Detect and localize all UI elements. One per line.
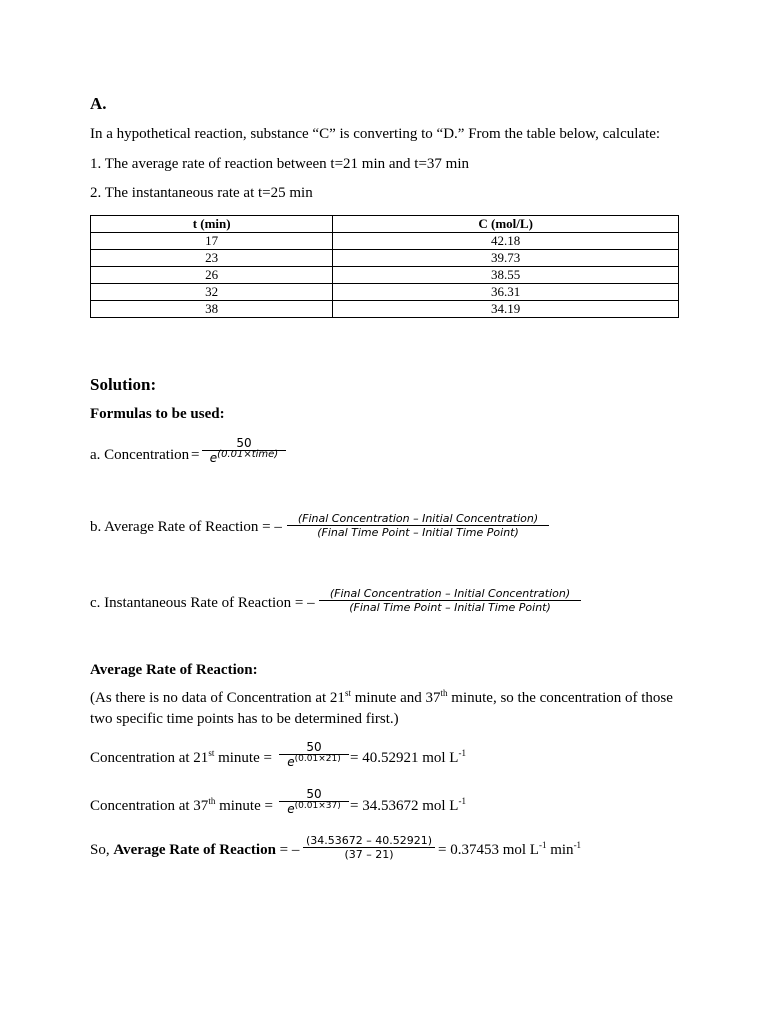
formula-a-label: a. Concentration [90, 447, 190, 463]
final-rate-result: = 0.37453 mol $L^{-1}$ $\min^{-1}$ [438, 840, 582, 858]
cell-concentration: 38.55 [333, 267, 679, 284]
formula-a-numerator: 50 [236, 436, 252, 450]
cell-time: 26 [91, 267, 333, 284]
cell-time: 38 [91, 301, 333, 318]
formula-a-equals: = [191, 447, 200, 463]
formulas-heading: Formulas to be used: [90, 406, 225, 422]
formula-b-denominator: (Final Time Point – Initial Time Point) [317, 526, 519, 539]
cell-concentration: 36.31 [333, 284, 679, 301]
formula-a-denominator: $e^{(0.01\times time)}$ [209, 449, 279, 465]
data-table [90, 215, 679, 318]
formula-b-numerator: (Final Concentration – Initial Concentration) [297, 512, 539, 525]
table-row [91, 284, 679, 301]
calc-37-label: Concentration at 37th minute = [90, 796, 273, 814]
table-row [91, 250, 679, 267]
table-row [91, 267, 679, 284]
formula-c-numerator: (Final Concentration – Initial Concentration) [329, 587, 571, 600]
calc-37-result: = 34.53672 mol $L^{-1}$ [350, 796, 466, 814]
table-row [91, 301, 679, 318]
cell-time: 23 [91, 250, 333, 267]
note-line-2: two specific time points has to be determined first.) [90, 711, 399, 727]
cell-concentration: 39.73 [333, 250, 679, 267]
formula-c-fraction [319, 587, 581, 614]
task-1: 1. The average rate of reaction between t=21 min and t=37 min [90, 156, 470, 172]
table-header-row [91, 216, 679, 233]
col-header-time: t (min) [91, 216, 333, 233]
calc-21-label: Concentration at 21st minute = [90, 748, 272, 766]
formula-a-fraction [202, 436, 286, 466]
intro-text: In a hypothetical reaction, substance “C” is converting to “D.” From the table below, calculate: [90, 126, 661, 142]
final-rate-label: So, Average Rate of Reaction = – [90, 842, 300, 858]
task-2: 2. The instantaneous rate at t=25 min [90, 185, 313, 201]
formula-c-denominator: (Final Time Point – Initial Time Point) [349, 601, 551, 614]
col-header-concentration: C (mol/L) [333, 216, 679, 233]
calc-21-fraction: 50 $e^{(0.01\times 21)}$ [279, 740, 349, 770]
calc-37-fraction: 50 $e^{(0.01\times 37)}$ [279, 787, 349, 817]
cell-time: 17 [91, 233, 333, 250]
calc-21-result: = 40.52921 mol $L^{-1}$ [350, 748, 466, 766]
cell-time: 32 [91, 284, 333, 301]
formula-b-fraction [287, 512, 549, 539]
note-line-1: (As there is no data of Concentration at 21st minute and 37th minute, so the concentration of those [90, 688, 673, 706]
solution-heading: Solution: [90, 375, 157, 394]
cell-concentration: 42.18 [333, 233, 679, 250]
formula-c-label: c. Instantaneous Rate of Reaction = – [90, 595, 315, 611]
final-rate-fraction: (34.53672 – 40.52921) (37 – 21) [303, 834, 435, 861]
section-heading: A. [90, 94, 107, 113]
avg-rate-heading: Average Rate of Reaction: [90, 662, 258, 678]
formula-b-label: b. Average Rate of Reaction = – [90, 519, 282, 535]
table-row [91, 233, 679, 250]
cell-concentration: 34.19 [333, 301, 679, 318]
